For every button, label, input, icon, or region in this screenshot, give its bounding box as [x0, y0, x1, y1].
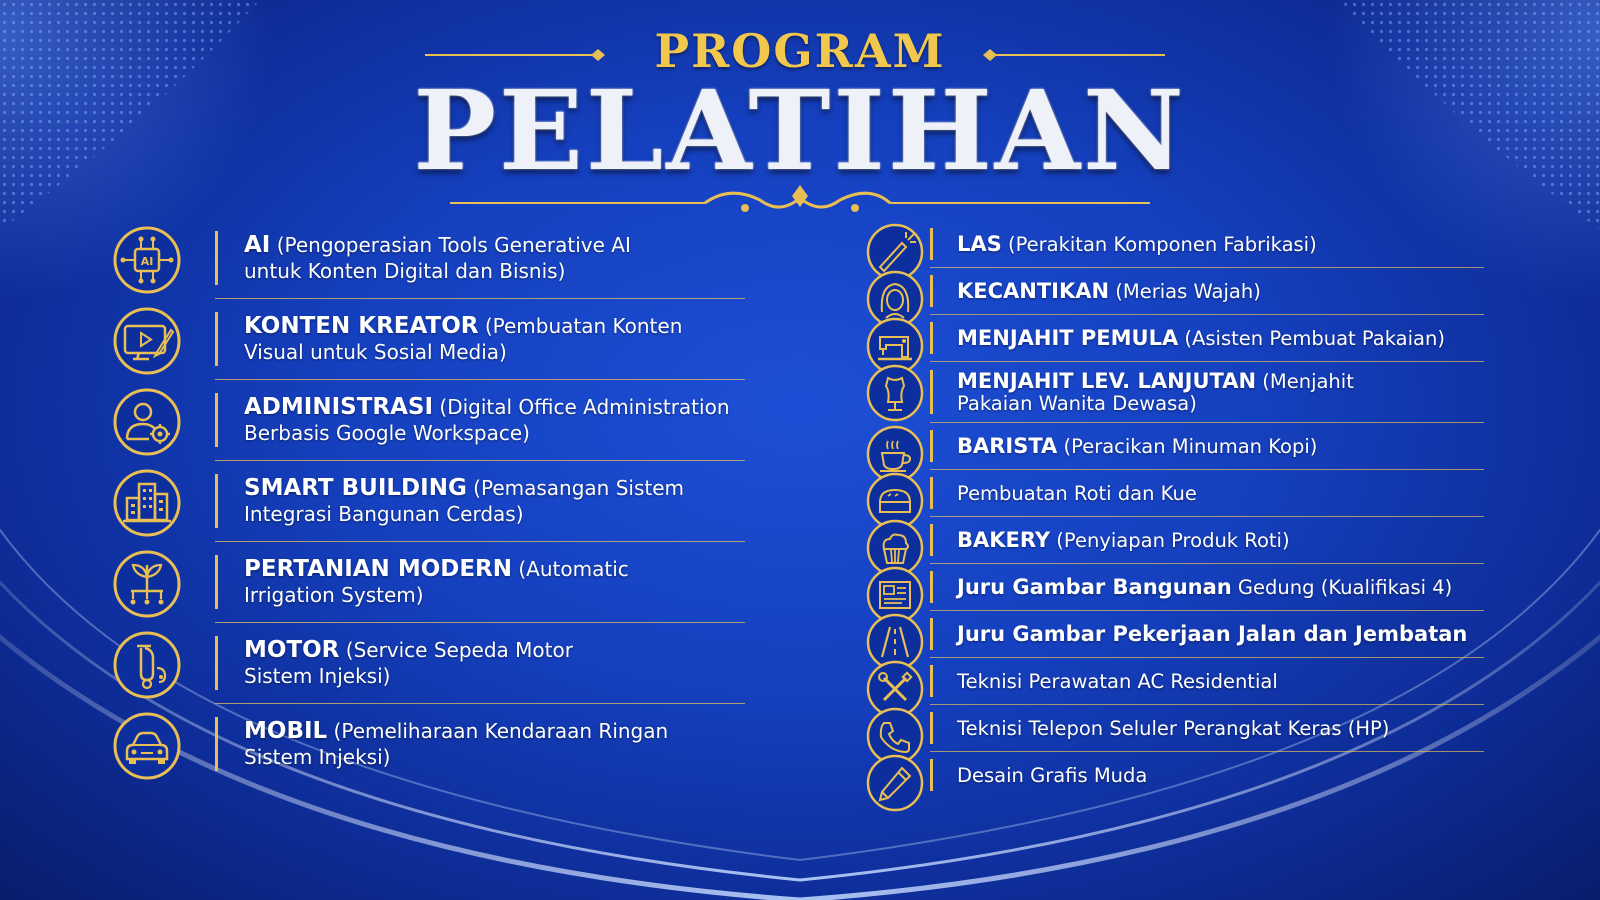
program-desc-line2: Visual untuk Sosial Media): [244, 340, 507, 364]
scooter-icon: [105, 630, 189, 700]
program-item-las[interactable]: [930, 221, 1484, 268]
program-text: [957, 717, 1389, 740]
program-title: Juru Gambar Bangunan: [957, 574, 1232, 599]
monitor-video-icon: [105, 306, 189, 376]
program-title: MENJAHIT PEMULA: [957, 325, 1179, 350]
program-text: [244, 637, 573, 689]
program-text: [957, 280, 1261, 303]
program-desc: (Menjahit: [1256, 369, 1354, 393]
program-desc: Gedung (Kualifikasi 4): [1231, 575, 1453, 599]
program-desc: (Digital Office Administration: [433, 395, 730, 419]
divider-bar: [930, 618, 933, 650]
program-title: MENJAHIT LEV. LANJUTAN: [957, 368, 1257, 393]
program-title: KECANTIKAN: [957, 278, 1110, 303]
program-text: [957, 435, 1317, 458]
program-desc-line2: Integrasi Bangunan Cerdas): [244, 502, 524, 526]
program-desc: (Penyiapan Produk Roti): [1050, 528, 1290, 552]
program-desc-line2: Sistem Injeksi): [244, 664, 391, 688]
program-desc: (Pembuatan Konten: [478, 314, 683, 338]
program-text: [957, 576, 1452, 599]
divider-bar: [930, 524, 933, 556]
divider-bar: [930, 275, 933, 307]
program-desc: (Pengoperasian Tools Generative AI: [270, 233, 631, 257]
program-title: MOTOR: [244, 637, 340, 663]
program-text: [244, 475, 684, 527]
program-desc: (Automatic: [512, 557, 629, 581]
program-desc: (Asisten Pembuat Pakaian): [1178, 326, 1445, 350]
program-item-kecantikan[interactable]: [930, 268, 1484, 315]
svg-text:AI: AI: [140, 255, 154, 268]
program-item-juru-gambar-bangunan[interactable]: [930, 564, 1484, 611]
program-desc: Pembuatan Roti dan Kue: [957, 481, 1197, 505]
program-text: [244, 394, 730, 446]
car-icon: [105, 711, 189, 781]
program-desc: (Service Sepeda Motor: [339, 638, 573, 662]
program-item-barista[interactable]: [930, 423, 1484, 470]
divider-bar: [215, 555, 218, 609]
user-gear-icon: [105, 387, 189, 457]
program-item-teknisi-ac[interactable]: [930, 658, 1484, 705]
program-title: PROGRAM: [654, 24, 946, 78]
program-desc-line2: Irrigation System): [244, 583, 424, 607]
program-item-pertanian-modern[interactable]: [215, 542, 745, 623]
ai-chip-icon: [105, 225, 189, 295]
program-desc-line2: Sistem Injeksi): [244, 745, 391, 769]
program-text: [957, 370, 1354, 415]
program-text: [244, 718, 668, 770]
divider-bar: [930, 477, 933, 509]
program-text: [244, 313, 682, 365]
pelatihan-title: PELATIHAN: [413, 66, 1187, 195]
program-item-menjahit-pemula[interactable]: [930, 315, 1484, 362]
program-item-smart-building[interactable]: [215, 461, 745, 542]
divider-bar: [930, 322, 933, 354]
divider-bar: [215, 636, 218, 690]
program-text: [957, 670, 1278, 693]
program-text: [957, 764, 1147, 787]
program-title: Juru Gambar Pekerjaan Jalan dan Jembatan: [957, 621, 1468, 646]
program-item-teknisi-hp[interactable]: [930, 705, 1484, 752]
divider-bar: [930, 712, 933, 744]
program-title: SMART BUILDING: [244, 475, 467, 501]
program-item-konten-kreator[interactable]: [215, 299, 745, 380]
right-program-list: [864, 221, 1484, 798]
program-desc: (Perakitan Komponen Fabrikasi): [1001, 232, 1317, 256]
program-text: [957, 623, 1467, 646]
program-title: MOBIL: [244, 718, 328, 744]
program-text: [957, 482, 1197, 505]
divider-bar: [215, 231, 218, 285]
program-desc-line2: untuk Konten Digital dan Bisnis): [244, 259, 566, 283]
program-title: AI: [244, 232, 271, 258]
program-desc: (Pemasangan Sistem: [466, 476, 685, 500]
divider-bar: [930, 430, 933, 462]
dress-form-icon: [864, 364, 926, 422]
program-text: [244, 556, 629, 608]
divider-bar: [930, 665, 933, 697]
divider-bar: [930, 370, 933, 414]
program-item-desain-grafis[interactable]: [930, 752, 1484, 798]
program-text: [244, 232, 631, 284]
program-item-juru-gambar-jalan[interactable]: [930, 611, 1484, 658]
program-title: BARISTA: [957, 433, 1058, 458]
program-desc-line2: Berbasis Google Workspace): [244, 421, 530, 445]
program-item-mobil[interactable]: [215, 704, 745, 784]
left-program-list: [105, 218, 745, 784]
program-item-menjahit-lanjutan[interactable]: [930, 362, 1484, 423]
program-item-ai[interactable]: [140, 218, 745, 299]
program-item-motor[interactable]: [215, 623, 745, 704]
divider-bar: [930, 571, 933, 603]
program-title: LAS: [957, 231, 1002, 256]
program-item-roti-kue[interactable]: [930, 470, 1484, 517]
header: [0, 0, 1600, 225]
program-title: KONTEN KREATOR: [244, 313, 479, 339]
program-text: [957, 233, 1317, 256]
program-desc: (Merias Wajah): [1109, 279, 1261, 303]
program-item-administrasi[interactable]: [215, 380, 745, 461]
divider-bar: [215, 393, 218, 447]
program-title: ADMINISTRASI: [244, 394, 434, 420]
program-desc: (Peracikan Minuman Kopi): [1057, 434, 1318, 458]
divider-bar: [930, 759, 933, 791]
program-title: BAKERY: [957, 527, 1051, 552]
divider-bar: [930, 228, 933, 260]
plant-irrigation-icon: [105, 549, 189, 619]
divider-bar: [215, 474, 218, 528]
program-desc: Teknisi Telepon Seluler Perangkat Keras (HP): [957, 716, 1390, 740]
program-title: PERTANIAN MODERN: [244, 556, 513, 582]
program-text: [957, 529, 1290, 552]
divider-bar: [215, 717, 218, 771]
program-desc: Teknisi Perawatan AC Residential: [957, 669, 1278, 693]
divider-bar: [215, 312, 218, 366]
program-desc: Desain Grafis Muda: [957, 763, 1148, 787]
program-text: [957, 327, 1445, 350]
building-icon: [105, 468, 189, 538]
program-desc: (Pemeliharaan Kendaraan Ringan: [327, 719, 669, 743]
pencil-icon: [864, 754, 926, 812]
program-item-bakery[interactable]: [930, 517, 1484, 564]
program-desc-line2: Pakaian Wanita Dewasa): [957, 391, 1197, 415]
